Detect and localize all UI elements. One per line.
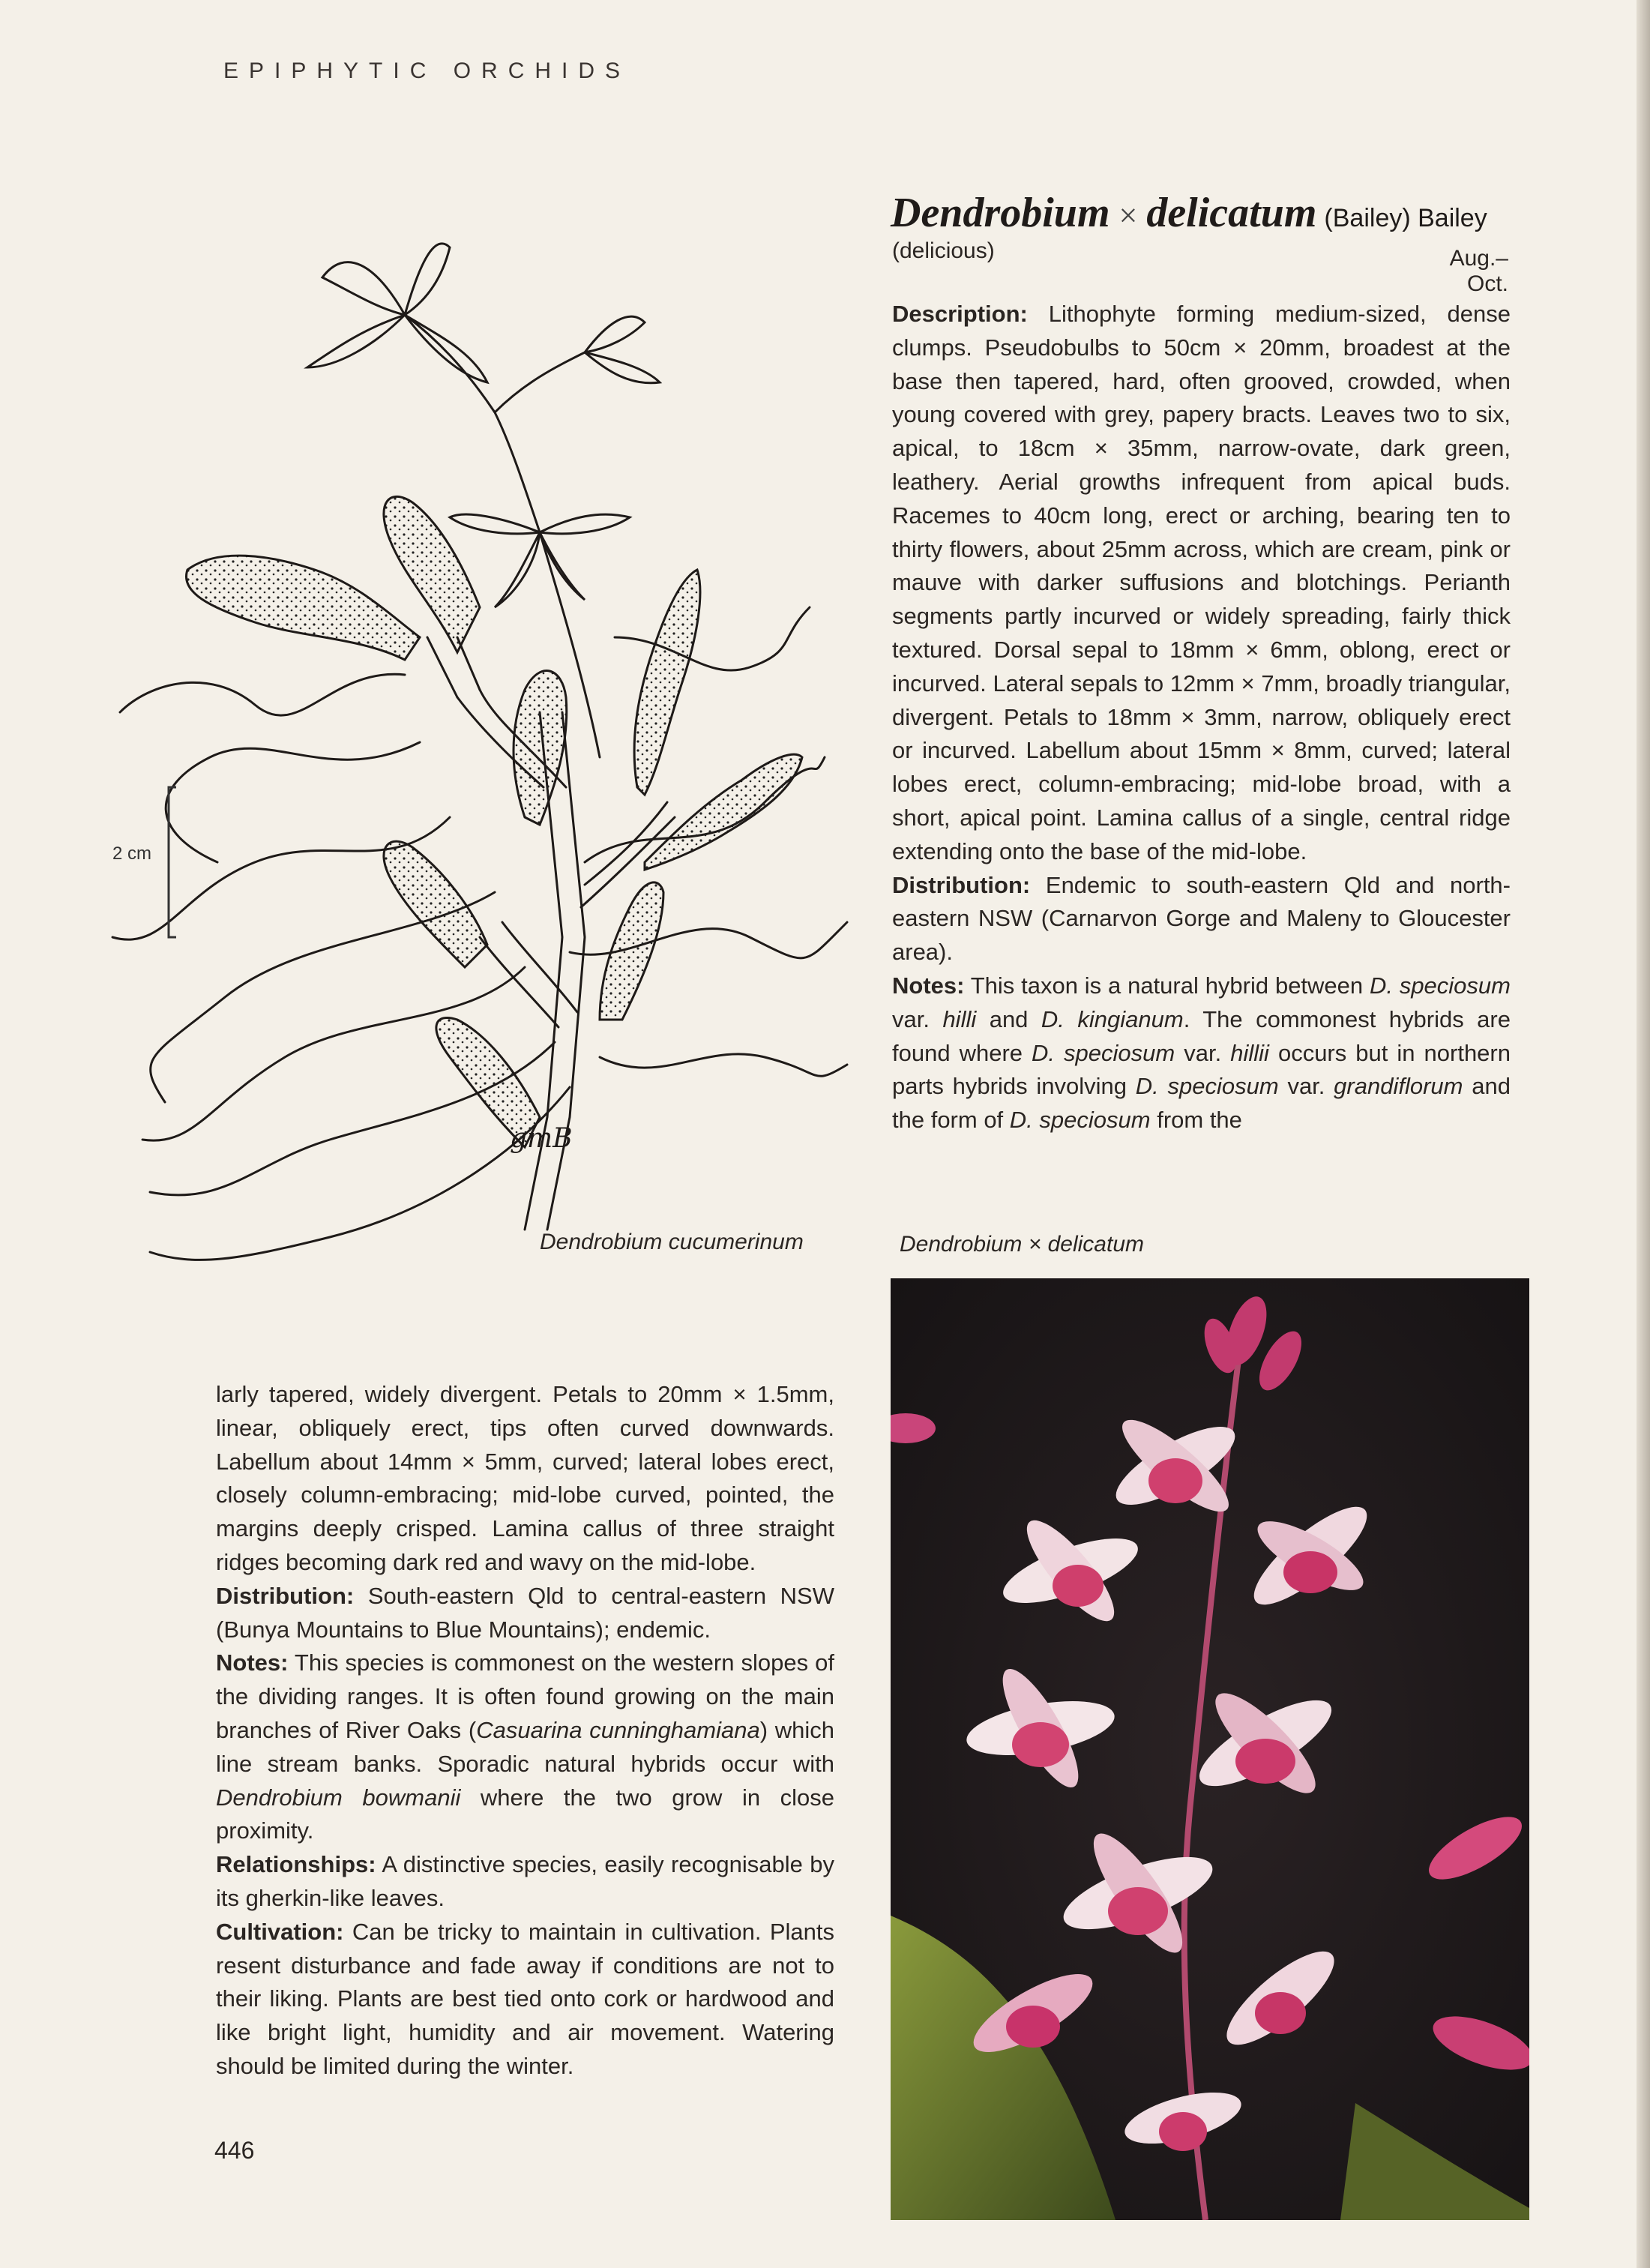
relationships-paragraph [216,1848,834,1916]
distribution-label: Distribution: [216,1582,355,1609]
cultivation-paragraph [216,1916,834,2084]
species-name: D. speciosum [1009,1107,1151,1134]
species-name: D. speciosum [1369,972,1511,999]
common-name: (delicious) [892,238,995,263]
notes-text: var. [892,1005,943,1032]
running-header: EPIPHYTIC ORCHIDS [223,58,631,83]
hybrid-sign: × [1118,197,1138,234]
orchid-photo [891,1278,1529,2220]
page-edge [1637,0,1650,2268]
notes-text: . The commonest hybrids are found where [892,1005,1511,1066]
notes-label: Notes: [892,972,965,999]
variety-name: hilli [942,1005,977,1032]
distribution-text: Endemic to south-eastern Qld and north-eastern NSW (Carnarvon Gorge and Maleny to Gloucester area). [892,871,1511,966]
cultivation-text: Can be tricky to maintain in cultivation. Plants resent disturbance and fade away if conditions are not to their liking. Plants are best tied onto cork or hardwood and like bright light, humidity and air movement. Watering should be limited during the winter. [216,1918,834,2079]
notes-text: var. [1175,1039,1231,1066]
notes-text: var. [1278,1073,1334,1100]
distribution-text: South-eastern Qld to central-eastern NSW (Bunya Mountains to Blue Mountains); endemic. [216,1582,834,1643]
page-number: 446 [214,2137,255,2164]
notes-text: ) which line stream banks. Sporadic natural hybrids occur with [216,1716,834,1777]
species-title [891,189,1487,237]
species-author: (Bailey) Bailey [1324,204,1487,232]
description-text: Lithophyte forming medium-sized, dense clumps. Pseudobulbs to 50cm × 20mm, broadest at the base then tapered, hard, often grooved, crowded, when young covered with grey, papery bracts. Leaves two to six, apical, to 18cm × 35mm, narrow-ovate, dark green, leathery. Aerial growths infrequent from apical buds. Racemes to 40cm long, erect or arching, bearing ten to thirty flowers, about 25mm across, which are cream, pink or mauve with darker suffusions and blotchings. Perianth segments partly incurved or widely spreading, fairly thick textured. Dorsal sepal to 18mm × 6mm, oblong, erect or incurved. Lateral sepals to 12mm × 7mm, broadly triangular, divergent. Petals to 18mm × 3mm, narrow, obliquely erect or incurved. Labellum about 15mm × 8mm, curved; lateral lobes erect, column-embracing; mid-lobe broad, with a short, apical point. Lamina callus of a single, central ridge extending onto the base of the mid-lobe. [892,301,1511,864]
genus-name: Dendrobium [891,190,1110,236]
notes-text: where the two grow in close proximity. [216,1784,834,1844]
relationships-text: A distinctive species, easily recognisable by its gherkin-like leaves. [216,1851,834,1911]
species-name: Dendrobium bowmanii [216,1784,461,1811]
notes-text: This taxon is a natural hybrid between [970,972,1370,999]
photo-caption: Dendrobium × delicatum [900,1232,1145,1257]
scale-label: 2 cm [112,843,152,864]
distribution-label: Distribution: [892,871,1031,898]
notes-paragraph [216,1646,834,1848]
entry-text [892,298,1511,1137]
variety-name: hillii [1230,1039,1269,1066]
species-name: D. speciosum [1032,1039,1175,1066]
relationships-label: Relationships: [216,1851,376,1878]
species-name: D. speciosum [1135,1073,1279,1100]
flowering-period: Aug.–Oct. [1449,246,1508,296]
species-name: Casuarina cunninghamiana [476,1716,760,1743]
notes-text: occurs but in northern parts hybrids involving [892,1039,1511,1100]
distribution-paragraph [892,869,1511,969]
continuation-text [216,1378,834,2084]
distribution-paragraph [216,1580,834,1647]
illustration-caption: Dendrobium cucumerinum [540,1230,804,1254]
orchid-photo-image [891,1278,1529,2220]
description-paragraph [892,298,1511,869]
notes-text: from the [1150,1107,1242,1134]
notes-label: Notes: [216,1649,289,1676]
botanical-illustration [105,217,855,1290]
continuation-paragraph: larly tapered, widely divergent. Petals to 20mm × 1.5mm, linear, obliquely erect, tips often curved downwards. Labellum about 14mm × 5mm, curved; lateral lobes erect, closely column-embracing; mid-lobe curved, pointed, the margins deeply crisped. Lamina callus of three straight ridges becoming dark red and wavy on the mid-lobe. [216,1381,834,1575]
species-name: D. kingianum [1041,1005,1184,1032]
cultivation-label: Cultivation: [216,1918,344,1945]
artist-signature: gmB [510,1123,573,1154]
description-label: Description: [892,301,1028,327]
notes-text: and [976,1005,1041,1032]
variety-name: grandiflorum [1334,1073,1463,1100]
notes-text: and the form of [892,1073,1511,1134]
notes-text: This species is commonest on the western slopes of the dividing ranges. It is often found growing on the main branches of River Oaks ( [216,1649,834,1743]
species-epithet: delicatum [1146,190,1317,236]
notes-paragraph [892,969,1511,1137]
